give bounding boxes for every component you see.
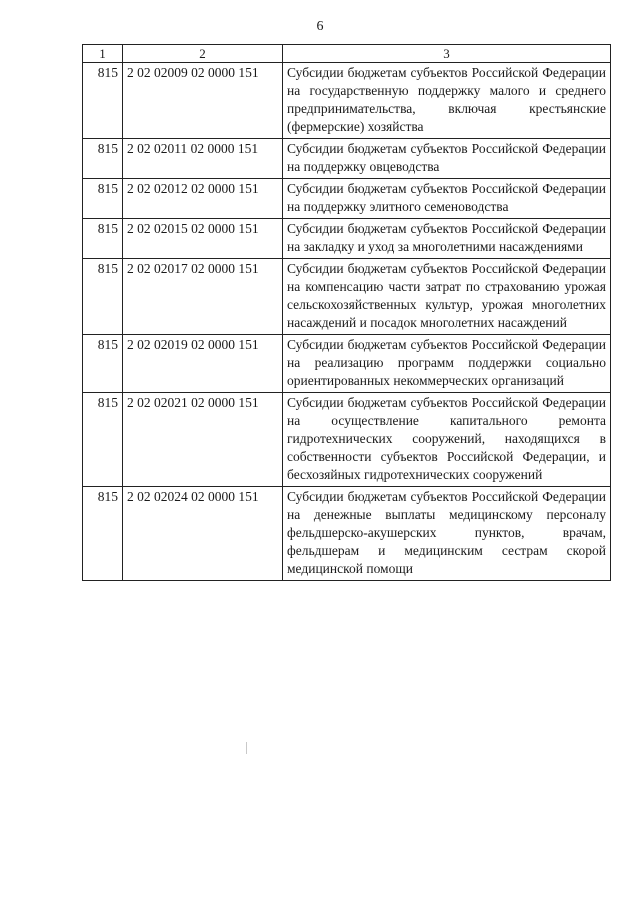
admin-code-cell: 815: [83, 179, 123, 219]
page-number: 6: [316, 19, 324, 34]
budget-codes-table: [82, 44, 611, 581]
budget-code-cell: 2 02 02021 02 0000 151: [123, 393, 283, 487]
budget-code-cell: 2 02 02017 02 0000 151: [123, 259, 283, 335]
admin-code-cell: 815: [83, 259, 123, 335]
admin-code-cell: 815: [83, 335, 123, 393]
description-cell: Субсидии бюджетам субъектов Российской Федерации на осуществление капитального ремонта гидротехнических сооружений, находящихся в собственности субъектов Российской Федерации, и бесхозяйных гидротехнических сооружений: [283, 393, 611, 487]
table-row: [83, 393, 611, 487]
budget-code-cell: 2 02 02012 02 0000 151: [123, 179, 283, 219]
admin-code-cell: 815: [83, 63, 123, 139]
table-row: [83, 63, 611, 139]
description-cell: Субсидии бюджетам субъектов Российской Федерации на закладку и уход за многолетними насаждениями: [283, 219, 611, 259]
table-row: [83, 219, 611, 259]
budget-code-cell: 2 02 02011 02 0000 151: [123, 139, 283, 179]
header-row: [83, 45, 611, 63]
description-cell: Субсидии бюджетам субъектов Российской Федерации на поддержку овцеводства: [283, 139, 611, 179]
column-header-1: 1: [83, 45, 123, 63]
table-row: [83, 179, 611, 219]
admin-code-cell: 815: [83, 219, 123, 259]
description-cell: Субсидии бюджетам субъектов Российской Федерации на государственную поддержку малого и среднего предпринимательства, включая крестьянские (фермерские) хозяйства: [283, 63, 611, 139]
budget-code-cell: 2 02 02009 02 0000 151: [123, 63, 283, 139]
budget-code-cell: 2 02 02019 02 0000 151: [123, 335, 283, 393]
table-header: [83, 45, 611, 63]
description-cell: Субсидии бюджетам субъектов Российской Федерации на реализацию программ поддержки социально ориентированных некоммерческих организаций: [283, 335, 611, 393]
budget-code-cell: 2 02 02024 02 0000 151: [123, 487, 283, 581]
budget-code-cell: 2 02 02015 02 0000 151: [123, 219, 283, 259]
description-cell: Субсидии бюджетам субъектов Российской Федерации на денежные выплаты медицинскому персоналу фельдшерско-акушерских пунктов, врачам, фельдшерам и медицинским сестрам скорой медицинской помощи: [283, 487, 611, 581]
admin-code-cell: 815: [83, 487, 123, 581]
admin-code-cell: 815: [83, 139, 123, 179]
column-header-2: 2: [123, 45, 283, 63]
table-row: [83, 487, 611, 581]
table-body: [83, 63, 611, 581]
description-cell: Субсидии бюджетам субъектов Российской Федерации на компенсацию части затрат по страхованию урожая сельскохозяйственных культур, урожая многолетних насаждений и посадок многолетних насаждений: [283, 259, 611, 335]
admin-code-cell: 815: [83, 393, 123, 487]
table-row: [83, 259, 611, 335]
table-row: [83, 139, 611, 179]
description-cell: Субсидии бюджетам субъектов Российской Федерации на поддержку элитного семеноводства: [283, 179, 611, 219]
scan-artifact-line: [246, 742, 247, 754]
column-header-3: 3: [283, 45, 611, 63]
table-row: [83, 335, 611, 393]
